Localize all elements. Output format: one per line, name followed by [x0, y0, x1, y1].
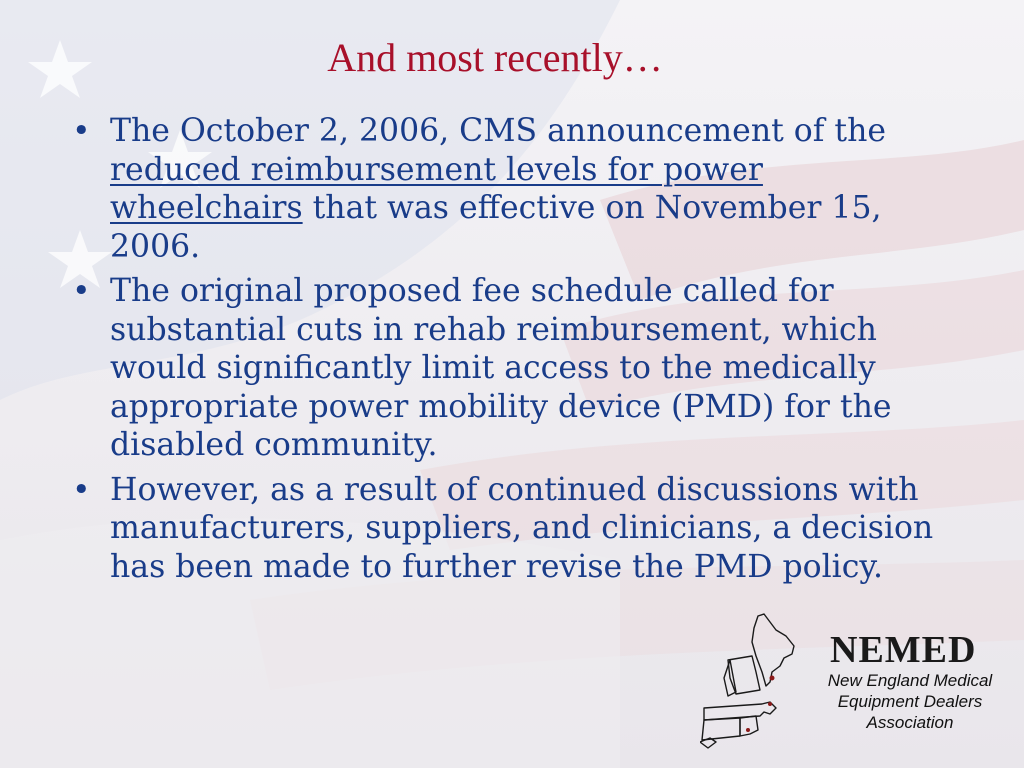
nemed-logo-subtitle [810, 670, 1010, 733]
logo-subtitle-line: Equipment Dealers [837, 692, 983, 711]
bullet-list [70, 112, 960, 592]
bullet-item [70, 112, 960, 266]
logo-subtitle-line: Association [866, 713, 954, 732]
bullet-text: The original proposed fee schedule called for substantial cuts in rehab reimbursement, which would significantly limit access to the medically appropriate power mobility device (PMD) for the disabled community. [110, 273, 892, 463]
nemed-logo-title: NEMED [830, 629, 977, 671]
bullet-text: that was effective on November 15, 2006. [110, 190, 882, 265]
slide-title: And most recently… [327, 35, 663, 80]
bullet-text: However, as a result of continued discussions with manufacturers, suppliers, and clinicians, a decision has been made to further revise the PMD policy. [110, 471, 934, 585]
bullet-item [70, 471, 960, 587]
bullet-marker: • [72, 471, 91, 508]
bullet-marker: • [72, 113, 91, 149]
bullet-text: The October 2, 2006, CMS announcement of the [110, 113, 886, 149]
new-england-map-icon [700, 612, 810, 757]
reduced-reimbursement-link[interactable]: reduced reimbursement levels for power wheelchairs [110, 151, 763, 226]
bullet-marker: • [72, 273, 91, 309]
logo-subtitle-line: New England Medical [827, 671, 993, 690]
bullet-item [70, 272, 960, 465]
